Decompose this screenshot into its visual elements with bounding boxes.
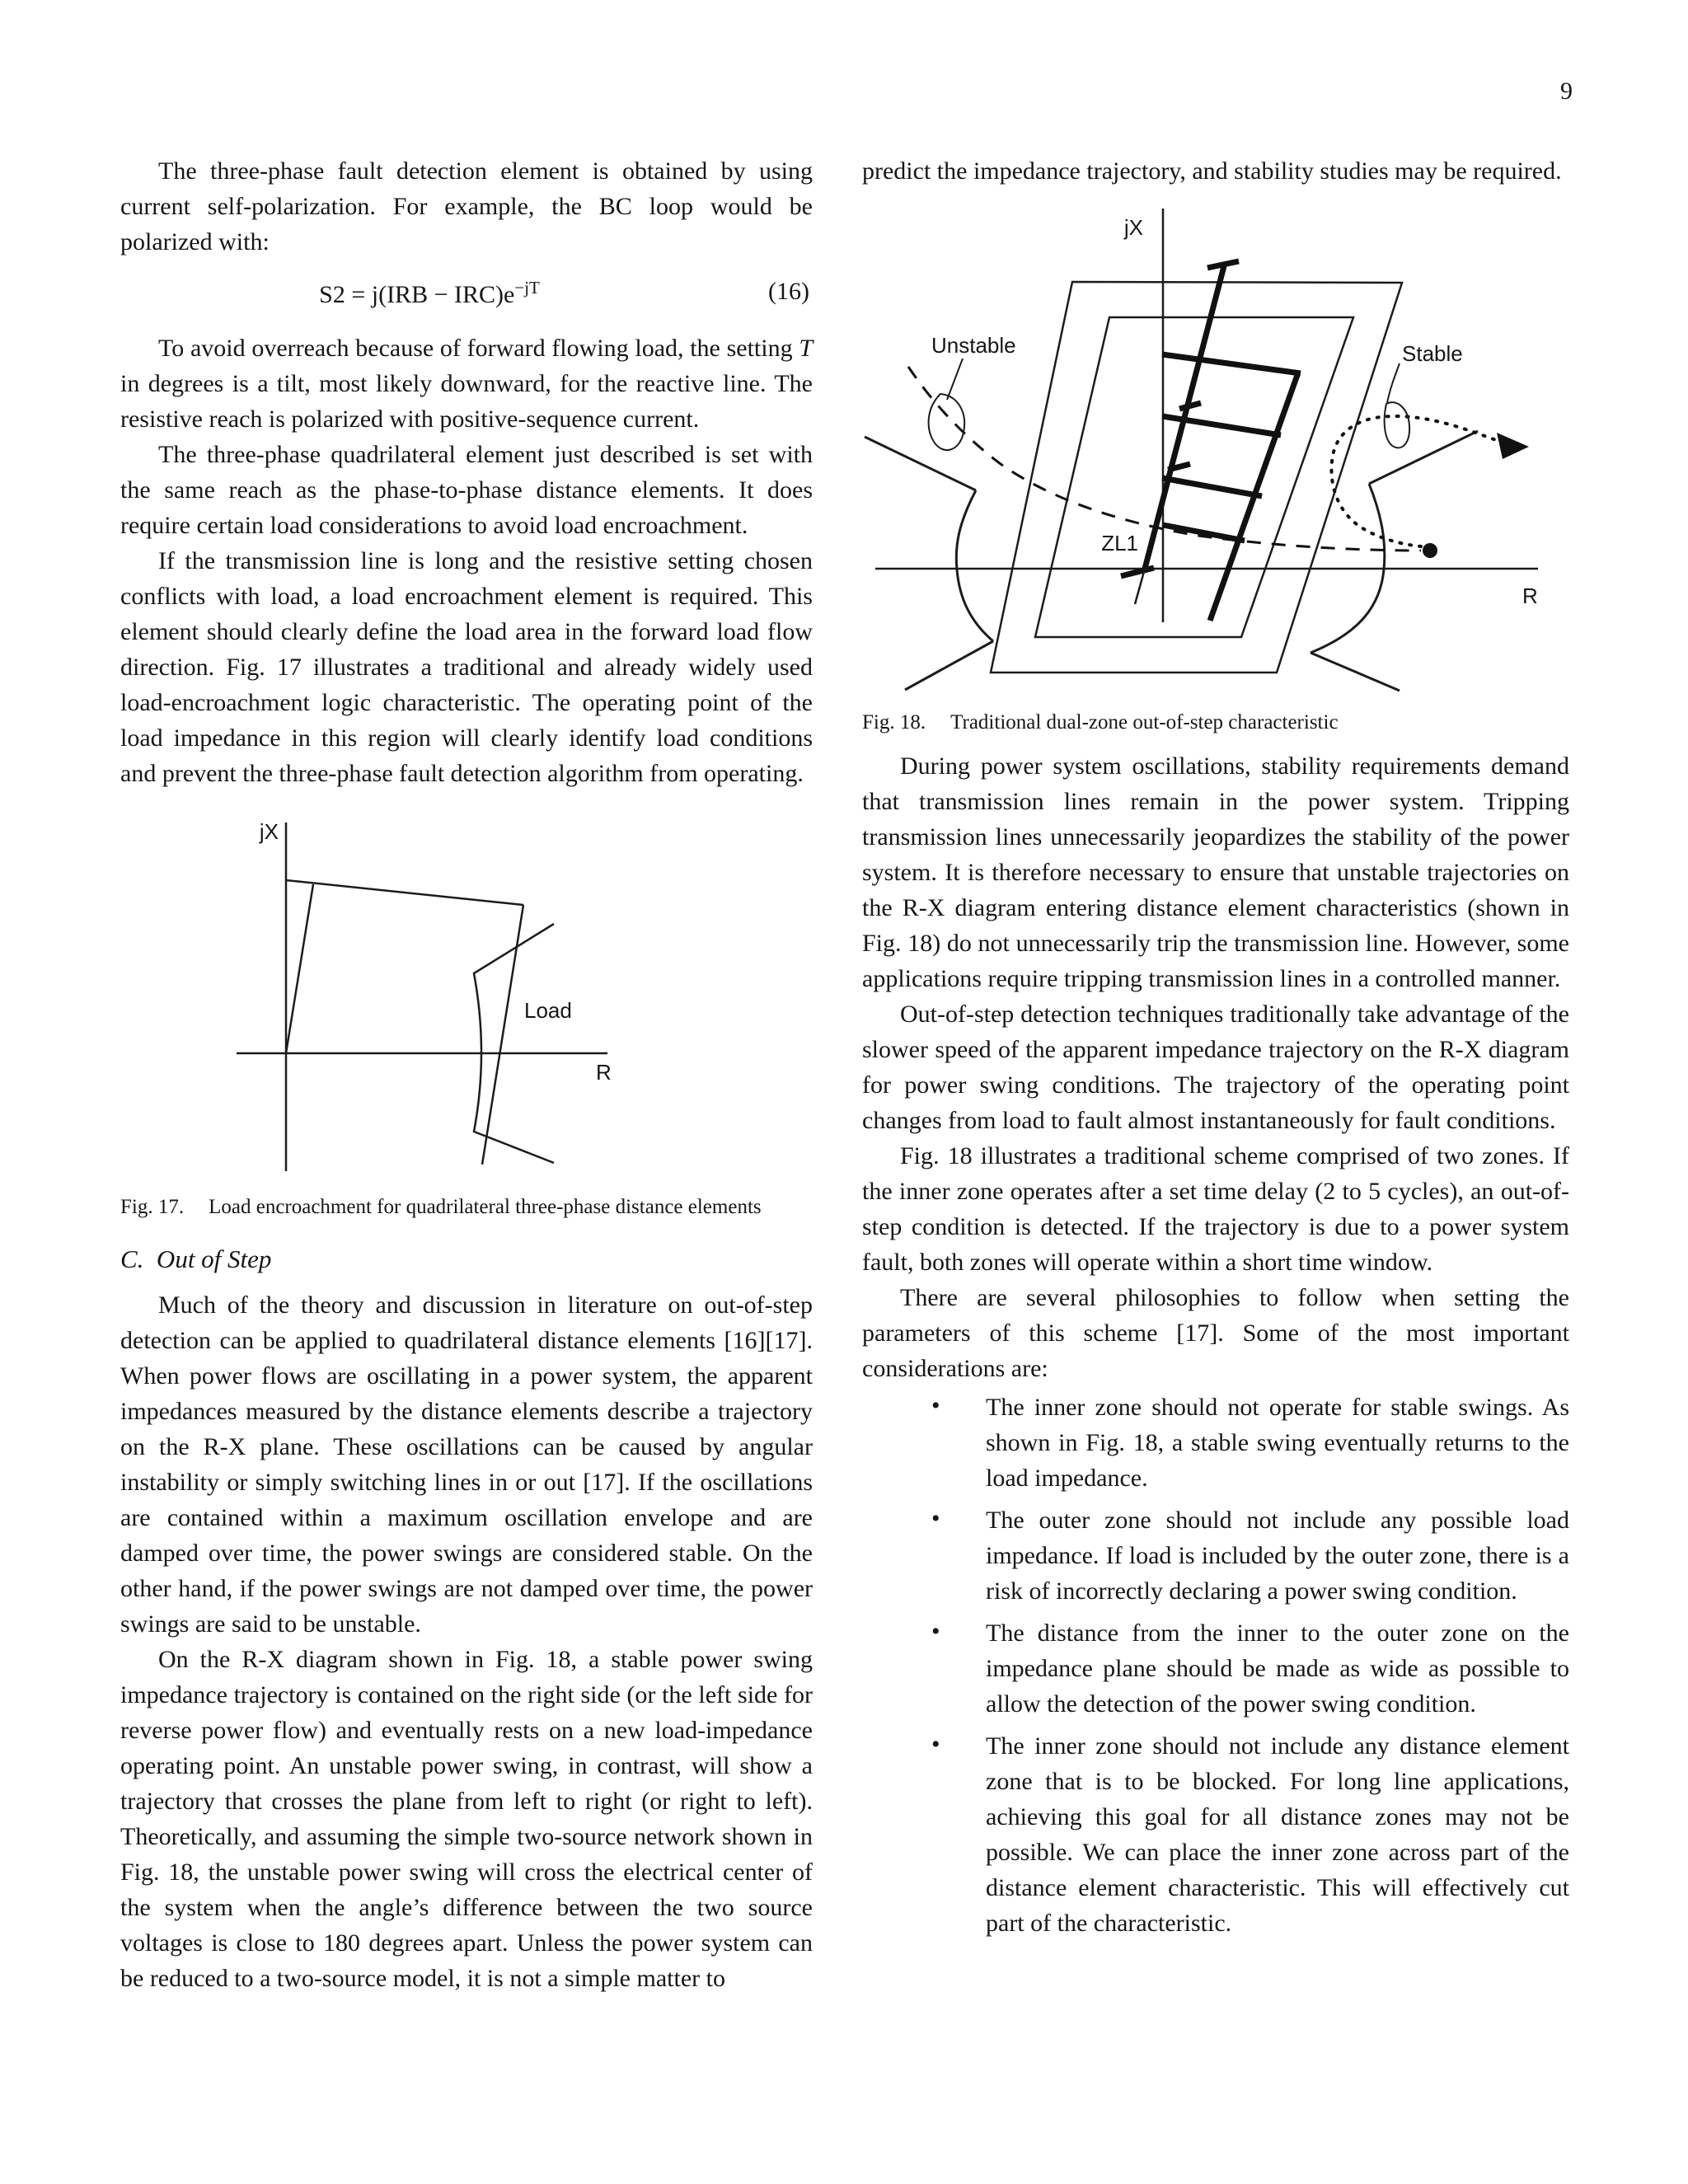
fig18-caption-label: Fig. 18. (862, 711, 926, 733)
fig18-ladder-bar-4 (1163, 525, 1245, 541)
bullet-text: The outer zone should not include any possible load impedance. If load is included by the outer zone, there is a risk of incorrectly declaring a power swing condition. (986, 1507, 1569, 1605)
fig18-stable-callout-loop (1385, 402, 1409, 448)
paragraph-9: Out-of-step detection techniques traditionally take advantage of the slower speed of the apparent impedance trajectory on the R-X diagram for power swing conditions. The trajectory of the operating point changes from load to fault almost instantaneously for fault conditions. (862, 1001, 1569, 1134)
fig18-zl1-label: ZL1 (1101, 531, 1138, 555)
equation-number: (16) (768, 278, 809, 305)
fig18-jx-axis-label: jX (1123, 215, 1143, 240)
fig17-quad-top-side (286, 880, 523, 905)
figure-17-caption (120, 1193, 813, 1221)
fig18-stable-trajectory (1331, 416, 1498, 546)
equation-formula: $S2 = j(IRB - IRC)e^{-jT}$ (319, 278, 540, 308)
page-number: 9 (1560, 77, 1573, 105)
fig17-caption-label: Fig. 17. (120, 1196, 185, 1218)
section-heading-out-of-step: C. Out of Step (120, 1244, 272, 1273)
fig18-unstable-label: Unstable (931, 333, 1016, 358)
fig18-trajectory-arrowhead (1497, 433, 1529, 459)
bullet-text: The inner zone should not operate for stable swings. As shown in Fig. 18, a stable swing eventually returns to the load impedance. (986, 1394, 1569, 1492)
fig18-stable-label: Stable (1402, 341, 1463, 366)
fig18-outer-zone (991, 282, 1402, 673)
list-item (926, 1728, 1569, 1941)
paragraph-1: The three-phase fault detection element is obtained by using current self-polarization. For example, the BC loop would be polarized with: (120, 157, 813, 255)
fig18-ladder-bar-1 (1162, 354, 1301, 373)
fig18-load-impedance-point (1423, 543, 1437, 558)
figure-17-load-encroachment (206, 798, 750, 1185)
equation-16 (120, 273, 813, 316)
fig17-caption-text: Load encroachment for quadrilateral three-phase distance elements (209, 1196, 762, 1218)
list-item (926, 1615, 1569, 1722)
list-item (926, 1502, 1569, 1609)
paragraph-10: Fig. 18 illustrates a traditional scheme comprised of two zones. If the inner zone operates after a set time delay (2 to 5 cycles), an out-of-step condition is detected. If the trajectory is due to a power system fault, both zones will operate within a short time window. (862, 1142, 1569, 1276)
bullet-text: The inner zone should not include any distance element zone that is to be blocked. For long line applications, achieving this goal for all distance zones may not be possible. We can place the inner zone across part of the distance element characteristic. This will effectively cut part of the characteristic. (986, 1732, 1569, 1937)
left-column (120, 153, 813, 1996)
paragraph-6: On the R-X diagram shown in Fig. 18, a stable power swing impedance trajectory is contained on the right side (or the left side for reverse power flow) and eventually rests on a new load-impedance operating point. An unstable power swing, in contrast, will show a trajectory that crosses the plane from left to right (or right to left). Theoretically, and assuming the simple two-source network shown in Fig. 18, the unstable power swing will cross the electrical center of the system when the angle’s difference between the two source voltages is close to 180 degrees apart. Unless the power system can be reduced to a two-source model, it is not a simple matter to (120, 1646, 813, 1992)
considerations-list (862, 1390, 1569, 1941)
bullet-icon: • (931, 1392, 940, 1419)
fig18-unstable-leader-line (947, 359, 963, 400)
fig17-load-label: Load (524, 998, 572, 1023)
fig17-quad-right-side (482, 905, 523, 1165)
fig18-right-source-characteristic (1311, 431, 1478, 691)
paragraph-11: There are several philosophies to follow when setting the parameters of this scheme [17]. Some of the most important considerations are: (862, 1284, 1569, 1382)
fig18-caption-text: Traditional dual-zone out-of-step characteristic (950, 711, 1339, 733)
fig18-zl1-tick-a (1179, 403, 1201, 409)
paragraph-2: To avoid overreach because of forward flowing load, the setting T in degrees is a tilt, most likely downward, for the reactive line. The resistive reach is polarized with positive-sequence current. (120, 335, 813, 433)
list-item (926, 1390, 1569, 1496)
fig17-jx-axis-label: jX (259, 819, 279, 844)
paragraph-8: During power system oscillations, stability requirements demand that transmission lines remain in the power system. Tripping transmission lines unnecessarily jeopardizes the stability of the power system. It is therefore necessary to ensure that unstable trajectories on the R-X diagram entering distance element characteristics (shown in Fig. 18) do not unnecessarily trip the transmission line. However, some applications require tripping transmission lines in a controlled manner. (862, 752, 1569, 992)
bullet-text: The distance from the inner to the outer zone on the impedance plane should be made as wide as possible to allow the detection of the power swing condition. (986, 1619, 1569, 1718)
paragraph-7: predict the impedance trajectory, and stability studies may be required. (862, 157, 1562, 185)
paragraph-5: Much of the theory and discussion in literature on out-of-step detection can be applied to quadrilateral distance elements [16][17]. When power flows are oscillating in a power system, the apparent impedances measured by the distance elements describe a trajectory on the R-X plane. These oscillations can be caused by angular instability or simply switching lines in or out [17]. If the oscillations are contained within a maximum oscillation envelope and are damped over time, the power swings are considered stable. On the other hand, if the power swings are not damped over time, the power swings are said to be unstable. (120, 1291, 813, 1638)
paragraph-3: The three-phase quadrilateral element just described is set with the same reach as the phase-to-phase distance elements. It does require certain load considerations to avoid load encroachment. (120, 441, 813, 539)
right-column (862, 153, 1569, 1947)
figure-18-caption (862, 709, 1569, 737)
bullet-icon: • (931, 1731, 940, 1758)
fig18-stable-leader-line (1387, 363, 1400, 403)
fig17-quad-left-side (286, 884, 313, 1053)
fig18-zl1-remote-end-tick (1207, 261, 1239, 268)
fig18-unstable-callout-loop (929, 394, 965, 450)
fig18-ladder-bar-3 (1162, 478, 1262, 496)
figure-18-out-of-step (860, 194, 1553, 701)
fig18-right-thick-line (1210, 375, 1297, 621)
fig18-r-axis-label: R (1522, 583, 1538, 608)
bullet-icon: • (931, 1618, 940, 1645)
fig18-inner-zone (1035, 317, 1353, 637)
fig17-r-axis-label: R (596, 1060, 612, 1085)
paragraph-4: If the transmission line is long and the resistive setting chosen conflicts with load, a load encroachment element is required. This element should clearly define the load area in the forward load flow direction. Fig. 17 illustrates a traditional and already widely used load-encroachment logic characteristic. The operating point of the load impedance in this region will clearly identify load conditions and prevent the three-phase fault detection algorithm from operating. (120, 547, 813, 787)
fig18-left-source-characteristic (865, 437, 993, 690)
bullet-icon: • (931, 1505, 940, 1532)
